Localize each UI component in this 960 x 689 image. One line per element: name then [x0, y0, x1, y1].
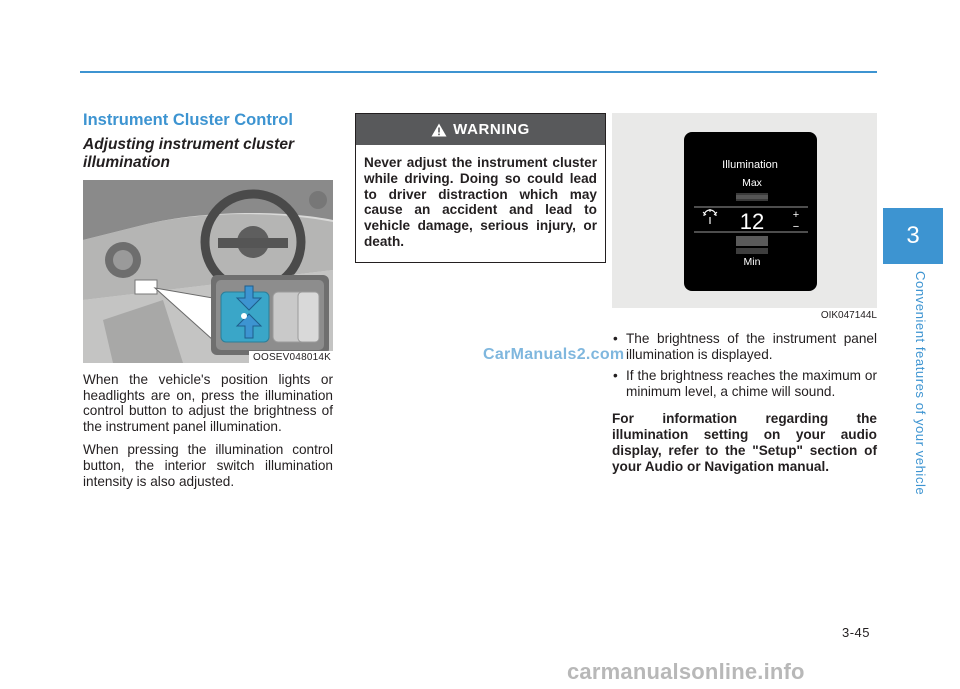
- bullet-list: [612, 331, 877, 399]
- right-figure-caption: OIK047144L: [820, 310, 877, 321]
- warning-label: WARNING: [453, 121, 530, 138]
- display-max: Max: [742, 177, 762, 189]
- top-rule: [80, 71, 877, 73]
- watermark-middle: CarManuals2.com: [483, 346, 625, 363]
- dashboard-illustration: [83, 180, 333, 363]
- warning-text: Never adjust the instrument cluster while driving. Doing so could lead to driver distraction which may cause an accident and lead to vehicle damage, serious injury, or death.: [364, 155, 597, 249]
- cluster-display-illustration: [612, 113, 877, 308]
- display-plus: +: [792, 209, 800, 221]
- warning-header: [356, 114, 605, 145]
- figure-caption: OOSEV048014K: [249, 351, 333, 363]
- right-column: [612, 113, 877, 488]
- display-title: Illumination: [722, 159, 778, 171]
- body-paragraph-1: When the vehicle's position lights or headlights are on, press the illumination control button to adjust the brightness of the instrument panel illumination.: [83, 372, 333, 434]
- display-min: Min: [743, 256, 761, 268]
- section-title: Instrument Cluster Control: [83, 111, 293, 129]
- display-minus: −: [792, 221, 800, 233]
- left-column: [83, 110, 333, 497]
- middle-column: [355, 113, 606, 263]
- warning-triangle-icon: [431, 123, 447, 137]
- warning-box: [355, 113, 606, 263]
- page-number: 3-45: [842, 625, 871, 640]
- display-level: 12: [739, 209, 765, 234]
- subsection-title: Adjusting instrument cluster illumination: [83, 136, 294, 171]
- bullet-item: • If the brightness reaches the maximum or minimum level, a chime will sound.: [612, 368, 877, 399]
- dashboard-drawing: [83, 180, 333, 363]
- chapter-number-tab: 3: [883, 208, 943, 264]
- cluster-display: [612, 113, 877, 308]
- bullet-item: • The brightness of the instrument panel illumination is displayed.: [612, 331, 877, 362]
- chapter-title-vertical: Convenient features of your vehicle: [913, 271, 928, 496]
- body-paragraph-2: When pressing the illumination control button, the interior switch illumination intensity is also adjusted.: [83, 442, 333, 489]
- watermark-bottom: carmanualsonline.info: [567, 659, 805, 684]
- info-paragraph: For information regarding the illumination setting on your audio display, refer to the "Setup" section of your Audio or Navigation manual.: [612, 411, 877, 474]
